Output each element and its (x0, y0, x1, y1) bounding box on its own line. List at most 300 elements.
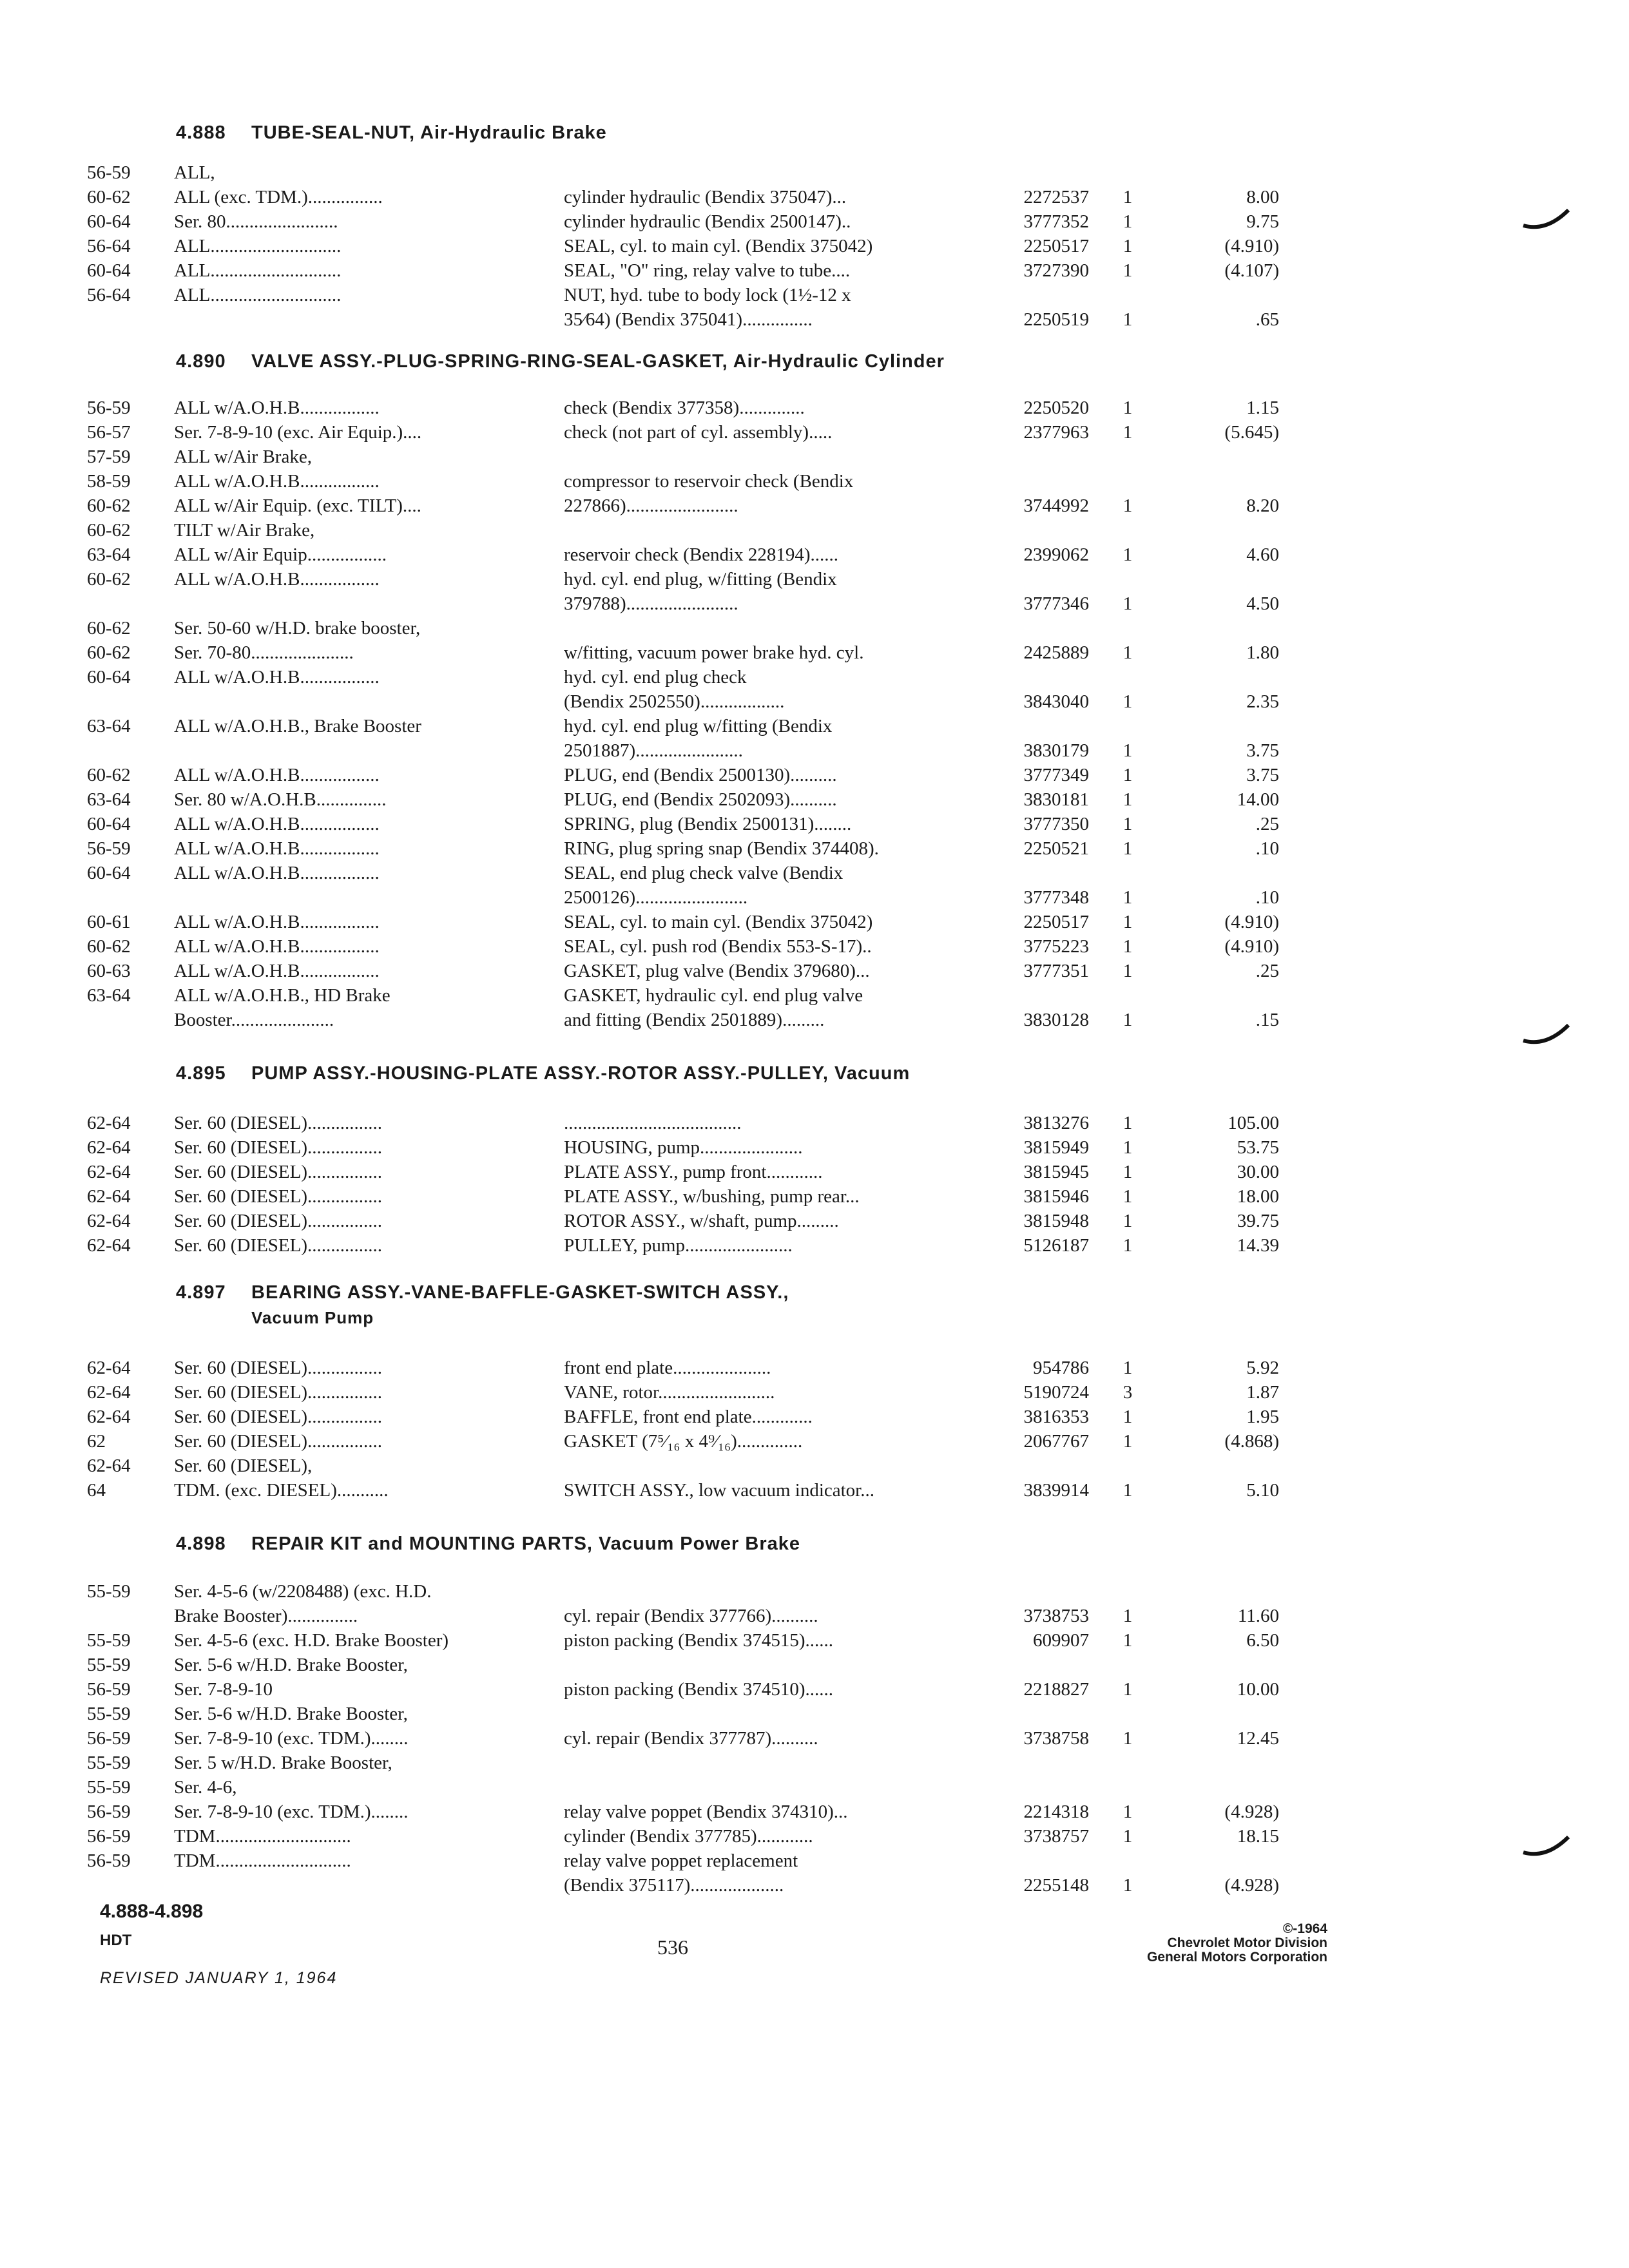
part-number: 3738757 (1023, 1826, 1089, 1847)
part-description: cyl. repair (Bendix 377787).......... (564, 1728, 818, 1749)
parts-table (87, 1111, 1376, 1258)
quantity: 1 (1123, 1630, 1133, 1651)
binder-mark-icon (1521, 1833, 1572, 1865)
quantity: 1 (1123, 593, 1133, 614)
model-applicability: Booster...................... (174, 1010, 334, 1030)
model-applicability: ALL w/A.O.H.B................. (174, 814, 380, 834)
model-applicability: ALL............................ (174, 285, 342, 305)
quantity: 1 (1123, 1358, 1133, 1378)
part-number: 3816353 (1023, 1407, 1089, 1427)
model-year: 56-59 (87, 1728, 131, 1749)
part-description: 379788)........................ (564, 593, 738, 614)
model-year: 63-64 (87, 544, 131, 565)
part-description: NUT, hyd. tube to body lock (1½-12 x (564, 285, 851, 305)
part-number: 3738753 (1023, 1606, 1089, 1626)
part-number: 3815948 (1023, 1211, 1089, 1231)
quantity: 1 (1123, 887, 1133, 908)
section-header (87, 1063, 1376, 1111)
table-row (87, 1678, 1376, 1702)
model-year: 55-59 (87, 1581, 131, 1602)
model-applicability: ALL, (174, 162, 215, 183)
part-number: 2214318 (1023, 1802, 1089, 1822)
model-year: 60-62 (87, 187, 131, 207)
model-applicability: TDM. (exc. DIESEL)........... (174, 1480, 389, 1501)
price: .15 (1255, 1010, 1279, 1030)
table-row (87, 1580, 1376, 1604)
price: 39.75 (1237, 1211, 1279, 1231)
table-row (87, 1825, 1376, 1849)
table-row (87, 861, 1376, 886)
table-row (87, 984, 1376, 1008)
price: .10 (1255, 887, 1279, 908)
model-applicability: ALL (exc. TDM.)................ (174, 187, 383, 207)
part-number: 3777349 (1023, 765, 1089, 785)
price: 1.80 (1246, 642, 1279, 663)
section-4-890 (87, 351, 1376, 1033)
price: 53.75 (1237, 1137, 1279, 1158)
part-description: PLUG, end (Bendix 2500130).......... (564, 765, 837, 785)
model-year: 62-64 (87, 1113, 131, 1133)
model-year: 60-64 (87, 667, 131, 687)
section-header (87, 351, 1376, 396)
price: (4.910) (1224, 236, 1279, 256)
part-number: 2250519 (1023, 309, 1089, 330)
corporate-credit (1057, 1922, 1327, 1965)
quantity: 1 (1123, 422, 1133, 443)
model-year: 56-59 (87, 1802, 131, 1822)
division-name: Chevrolet Motor Division (1167, 1936, 1327, 1950)
part-description: ROTOR ASSY., w/shaft, pump......... (564, 1211, 839, 1231)
price: 9.75 (1246, 211, 1279, 232)
model-year: 55-59 (87, 1704, 131, 1724)
part-description: SPRING, plug (Bendix 2500131)........ (564, 814, 852, 834)
price: 3.75 (1246, 740, 1279, 761)
part-number: 2272537 (1023, 187, 1089, 207)
part-description: hyd. cyl. end plug, w/fitting (Bendix (564, 569, 837, 590)
binder-mark-icon (1521, 1021, 1572, 1053)
part-number: 3813276 (1023, 1113, 1089, 1133)
table-row (87, 568, 1376, 592)
table-row (87, 470, 1376, 494)
table-row (87, 690, 1376, 715)
part-description: PULLEY, pump....................... (564, 1235, 793, 1256)
model-applicability: Ser. 60 (DIESEL), (174, 1456, 313, 1476)
section-subtitle: Vacuum Pump (251, 1308, 374, 1327)
part-description: SEAL, cyl. push rod (Bendix 553-S-17).. (564, 936, 872, 957)
table-row (87, 1800, 1376, 1825)
price: 14.39 (1237, 1235, 1279, 1256)
quantity: 1 (1123, 936, 1133, 957)
table-row (87, 1430, 1376, 1454)
table-row (87, 1727, 1376, 1751)
part-description: RING, plug spring snap (Bendix 374408). (564, 838, 879, 859)
price: 4.60 (1246, 544, 1279, 565)
quantity: 1 (1123, 1606, 1133, 1626)
price: 14.00 (1237, 789, 1279, 810)
model-applicability: ALL w/A.O.H.B................. (174, 398, 380, 418)
price: (5.645) (1224, 422, 1279, 443)
part-description: GASKET, plug valve (Bendix 379680)... (564, 961, 870, 981)
quantity: 1 (1123, 260, 1133, 281)
model-applicability: Ser. 7-8-9-10 (exc. TDM.)........ (174, 1802, 409, 1822)
model-applicability: TDM............................. (174, 1826, 351, 1847)
table-row (87, 445, 1376, 470)
price: 3.75 (1246, 765, 1279, 785)
part-number: 2067767 (1023, 1431, 1089, 1452)
section-number: 4.898 (176, 1533, 226, 1554)
model-applicability: Brake Booster)............... (174, 1606, 358, 1626)
model-applicability: Ser. 60 (DIESEL)................ (174, 1211, 382, 1231)
model-year: 56-59 (87, 838, 131, 859)
model-applicability: Ser. 5 w/H.D. Brake Booster, (174, 1753, 392, 1773)
table-row (87, 715, 1376, 739)
part-number: 3815946 (1023, 1186, 1089, 1207)
table-row (87, 1874, 1376, 1898)
model-applicability: ALL w/Air Equip. (exc. TILT).... (174, 495, 421, 516)
price: 1.87 (1246, 1382, 1279, 1403)
quantity: 1 (1123, 1211, 1133, 1231)
table-row (87, 1751, 1376, 1776)
model-year: 56-64 (87, 236, 131, 256)
section-title: TUBE-SEAL-NUT, Air-Hydraulic Brake (251, 122, 607, 143)
part-description: VANE, rotor......................... (564, 1382, 775, 1403)
quantity: 1 (1123, 1802, 1133, 1822)
part-description: GASKET (7⁵⁄₁₆ x 4⁹⁄₁₆).............. (564, 1431, 803, 1452)
price: 11.60 (1237, 1606, 1279, 1626)
model-applicability: ALL w/A.O.H.B................. (174, 667, 380, 687)
model-applicability: Ser. 7-8-9-10 (exc. Air Equip.).... (174, 422, 422, 443)
table-row (87, 1454, 1376, 1479)
section-title: REPAIR KIT and MOUNTING PARTS, Vacuum Power Brake (251, 1533, 801, 1554)
quantity: 1 (1123, 1010, 1133, 1030)
part-description: ...................................... (564, 1113, 742, 1133)
model-applicability: Ser. 60 (DIESEL)................ (174, 1186, 382, 1207)
section-4-898 (87, 1533, 1376, 1898)
price: 6.50 (1246, 1630, 1279, 1651)
table-row (87, 1008, 1376, 1033)
model-year: 62-64 (87, 1186, 131, 1207)
part-description: cylinder hydraulic (Bendix 375047)... (564, 187, 847, 207)
price: .25 (1255, 961, 1279, 981)
part-description: piston packing (Bendix 374510)...... (564, 1679, 834, 1700)
model-year: 55-59 (87, 1655, 131, 1675)
model-year: 60-61 (87, 912, 131, 932)
part-number: 3830179 (1023, 740, 1089, 761)
parts-table (87, 396, 1376, 1033)
model-applicability: ALL w/A.O.H.B................. (174, 471, 380, 492)
part-description: hyd. cyl. end plug check (564, 667, 747, 687)
part-description: (Bendix 375117).................... (564, 1875, 784, 1896)
part-description: cyl. repair (Bendix 377766).......... (564, 1606, 818, 1626)
section-header (87, 122, 1376, 161)
part-description: relay valve poppet replacement (564, 1850, 798, 1871)
part-description: check (not part of cyl. assembly)..... (564, 422, 833, 443)
price: (4.868) (1224, 1431, 1279, 1452)
model-applicability: Ser. 60 (DIESEL)................ (174, 1431, 382, 1452)
model-year: 60-63 (87, 961, 131, 981)
model-applicability: Ser. 60 (DIESEL)................ (174, 1235, 382, 1256)
model-year: 60-62 (87, 642, 131, 663)
quantity: 1 (1123, 765, 1133, 785)
part-number: 5126187 (1023, 1235, 1089, 1256)
section-4-888 (87, 122, 1376, 332)
table-row (87, 1185, 1376, 1209)
table-row (87, 886, 1376, 910)
price: 2.35 (1246, 691, 1279, 712)
model-applicability: Ser. 4-5-6 (w/2208488) (exc. H.D. (174, 1581, 432, 1602)
section-4-895 (87, 1063, 1376, 1258)
quantity: 1 (1123, 236, 1133, 256)
table-row (87, 812, 1376, 837)
model-year: 56-59 (87, 398, 131, 418)
section-header (87, 1282, 1376, 1356)
part-number: 954786 (1033, 1358, 1089, 1378)
table-row (87, 935, 1376, 959)
table-row (87, 764, 1376, 788)
part-number: 3815945 (1023, 1162, 1089, 1182)
quantity: 1 (1123, 740, 1133, 761)
model-year: 63-64 (87, 716, 131, 736)
model-year: 55-59 (87, 1777, 131, 1798)
model-year: 64 (87, 1480, 106, 1501)
table-row (87, 543, 1376, 568)
model-applicability: Ser. 4-6, (174, 1777, 237, 1798)
quantity: 1 (1123, 1728, 1133, 1749)
model-year: 63-64 (87, 789, 131, 810)
table-row (87, 959, 1376, 984)
quantity: 1 (1123, 912, 1133, 932)
table-row (87, 1629, 1376, 1653)
model-applicability: Ser. 5-6 w/H.D. Brake Booster, (174, 1655, 408, 1675)
model-year: 62-64 (87, 1162, 131, 1182)
section-number: 4.888 (176, 122, 226, 143)
table-row (87, 1479, 1376, 1503)
model-applicability: ALL w/A.O.H.B................. (174, 838, 380, 859)
table-row (87, 235, 1376, 259)
table-row (87, 1776, 1376, 1800)
model-applicability: ALL w/A.O.H.B................. (174, 765, 380, 785)
table-row (87, 1209, 1376, 1234)
quantity: 1 (1123, 1431, 1133, 1452)
table-row (87, 308, 1376, 332)
part-number: 3777348 (1023, 887, 1089, 908)
model-applicability: Ser. 7-8-9-10 (174, 1679, 273, 1700)
model-year: 56-64 (87, 285, 131, 305)
table-row (87, 641, 1376, 666)
model-applicability: ALL............................ (174, 236, 342, 256)
table-row (87, 592, 1376, 617)
part-description: GASKET, hydraulic cyl. end plug valve (564, 985, 863, 1006)
model-year: 62-64 (87, 1382, 131, 1403)
model-year: 62 (87, 1431, 106, 1452)
model-year: 56-59 (87, 1850, 131, 1871)
part-description: piston packing (Bendix 374515)...... (564, 1630, 834, 1651)
model-year: 60-62 (87, 618, 131, 639)
price: 10.00 (1237, 1679, 1279, 1700)
price: (4.928) (1224, 1802, 1279, 1822)
model-applicability: ALL w/A.O.H.B................. (174, 569, 380, 590)
part-number: 2250517 (1023, 236, 1089, 256)
part-number: 3843040 (1023, 691, 1089, 712)
price: 12.45 (1237, 1728, 1279, 1749)
model-applicability: ALL w/A.O.H.B................. (174, 961, 380, 981)
price: 30.00 (1237, 1162, 1279, 1182)
quantity: 1 (1123, 789, 1133, 810)
table-row (87, 788, 1376, 812)
part-description: cylinder (Bendix 377785)............ (564, 1826, 813, 1847)
part-description: front end plate..................... (564, 1358, 771, 1378)
section-title: BEARING ASSY.-VANE-BAFFLE-GASKET-SWITCH ASSY., (251, 1282, 789, 1303)
model-applicability: Ser. 60 (DIESEL)................ (174, 1382, 382, 1403)
table-row (87, 396, 1376, 421)
quantity: 1 (1123, 1875, 1133, 1896)
section-range: 4.888-4.898 (100, 1901, 204, 1922)
model-applicability: Ser. 60 (DIESEL)................ (174, 1137, 382, 1158)
quantity: 1 (1123, 1826, 1133, 1847)
table-row (87, 1160, 1376, 1185)
model-year: 60-62 (87, 569, 131, 590)
price: .10 (1255, 838, 1279, 859)
price: .65 (1255, 309, 1279, 330)
model-applicability: ALL w/A.O.H.B................. (174, 936, 380, 957)
model-year: 58-59 (87, 471, 131, 492)
quantity: 1 (1123, 1137, 1133, 1158)
table-row (87, 617, 1376, 641)
quantity: 1 (1123, 642, 1133, 663)
part-number: 3815949 (1023, 1137, 1089, 1158)
table-row (87, 259, 1376, 284)
part-description: SWITCH ASSY., low vacuum indicator... (564, 1480, 874, 1501)
table-row (87, 1702, 1376, 1727)
part-number: 3777346 (1023, 593, 1089, 614)
part-description: SEAL, end plug check valve (Bendix (564, 863, 843, 883)
part-description: SEAL, cyl. to main cyl. (Bendix 375042) (564, 236, 873, 256)
part-description: BAFFLE, front end plate............. (564, 1407, 813, 1427)
model-year: 62-64 (87, 1235, 131, 1256)
part-description: w/fitting, vacuum power brake hyd. cyl. (564, 642, 864, 663)
price: 18.00 (1237, 1186, 1279, 1207)
section-title: VALVE ASSY.-PLUG-SPRING-RING-SEAL-GASKET, Air-Hydraulic Cylinder (251, 351, 945, 372)
model-year: 56-57 (87, 422, 131, 443)
part-number: 609907 (1033, 1630, 1089, 1651)
price: 5.10 (1246, 1480, 1279, 1501)
model-year: 62-64 (87, 1456, 131, 1476)
section-number: 4.895 (176, 1063, 226, 1084)
price: (4.910) (1224, 912, 1279, 932)
part-description: 35⁄64) (Bendix 375041)............... (564, 309, 813, 330)
part-description: hyd. cyl. end plug w/fitting (Bendix (564, 716, 833, 736)
model-year: 56-59 (87, 1679, 131, 1700)
model-year: 63-64 (87, 985, 131, 1006)
model-year: 56-59 (87, 162, 131, 183)
quantity: 1 (1123, 1407, 1133, 1427)
part-number: 3777351 (1023, 961, 1089, 981)
model-year: 60-64 (87, 260, 131, 281)
part-number: 3830181 (1023, 789, 1089, 810)
quantity: 1 (1123, 495, 1133, 516)
part-description: and fitting (Bendix 2501889)......... (564, 1010, 825, 1030)
section-number: 4.897 (176, 1282, 226, 1303)
part-number: 2399062 (1023, 544, 1089, 565)
model-applicability: Ser. 50-60 w/H.D. brake booster, (174, 618, 421, 639)
table-row (87, 1653, 1376, 1678)
parts-table (87, 161, 1376, 332)
quantity: 1 (1123, 187, 1133, 207)
model-applicability: ALL w/A.O.H.B., Brake Booster (174, 716, 421, 736)
price: 1.15 (1246, 398, 1279, 418)
part-number: 5190724 (1023, 1382, 1089, 1403)
table-row (87, 161, 1376, 186)
part-description: check (Bendix 377358).............. (564, 398, 805, 418)
quantity: 1 (1123, 398, 1133, 418)
model-year: 57-59 (87, 447, 131, 467)
table-row (87, 284, 1376, 308)
quantity: 1 (1123, 961, 1133, 981)
model-applicability: TDM............................. (174, 1850, 351, 1871)
parts-table (87, 1580, 1376, 1898)
price: 8.20 (1246, 495, 1279, 516)
quantity: 1 (1123, 211, 1133, 232)
model-year: 62-64 (87, 1211, 131, 1231)
part-number: 3775223 (1023, 936, 1089, 957)
part-number: 2425889 (1023, 642, 1089, 663)
quantity: 1 (1123, 838, 1133, 859)
price: 18.15 (1237, 1826, 1279, 1847)
table-row (87, 1405, 1376, 1430)
model-year: 60-62 (87, 765, 131, 785)
part-description: cylinder hydraulic (Bendix 2500147).. (564, 211, 851, 232)
quantity: 1 (1123, 1162, 1133, 1182)
part-number: 3727390 (1023, 260, 1089, 281)
section-title: PUMP ASSY.-HOUSING-PLATE ASSY.-ROTOR ASSY.-PULLEY, Vacuum (251, 1063, 911, 1084)
table-row (87, 519, 1376, 543)
part-number: 2377963 (1023, 422, 1089, 443)
table-row (87, 910, 1376, 935)
copyright: ©-1964 (1282, 1921, 1327, 1936)
table-row (87, 1356, 1376, 1381)
model-applicability: ALL............................ (174, 260, 342, 281)
price: 5.92 (1246, 1358, 1279, 1378)
model-year: 60-62 (87, 495, 131, 516)
part-number: 2250517 (1023, 912, 1089, 932)
part-description: SEAL, "O" ring, relay valve to tube.... (564, 260, 851, 281)
model-applicability: ALL w/Air Equip................. (174, 544, 387, 565)
section-4-897 (87, 1282, 1376, 1503)
model-applicability: Ser. 4-5-6 (exc. H.D. Brake Booster) (174, 1630, 449, 1651)
part-description: 2500126)........................ (564, 887, 748, 908)
part-number: 2250520 (1023, 398, 1089, 418)
model-year: 60-62 (87, 520, 131, 541)
model-year: 62-64 (87, 1358, 131, 1378)
part-description: (Bendix 2502550).................. (564, 691, 785, 712)
footer-left (100, 1901, 337, 1988)
parts-table (87, 1356, 1376, 1503)
table-row (87, 210, 1376, 235)
part-description: reservoir check (Bendix 228194)...... (564, 544, 839, 565)
part-number: 3744992 (1023, 495, 1089, 516)
model-applicability: Ser. 60 (DIESEL)................ (174, 1113, 382, 1133)
part-description: compressor to reservoir check (Bendix (564, 471, 854, 492)
model-applicability: Ser. 80 w/A.O.H.B............... (174, 789, 387, 810)
table-row (87, 1234, 1376, 1258)
part-description: PLATE ASSY., pump front............ (564, 1162, 823, 1182)
price: 1.95 (1246, 1407, 1279, 1427)
table-row (87, 1849, 1376, 1874)
table-row (87, 186, 1376, 210)
model-year: 62-64 (87, 1137, 131, 1158)
quantity: 3 (1123, 1382, 1133, 1403)
table-row (87, 739, 1376, 764)
